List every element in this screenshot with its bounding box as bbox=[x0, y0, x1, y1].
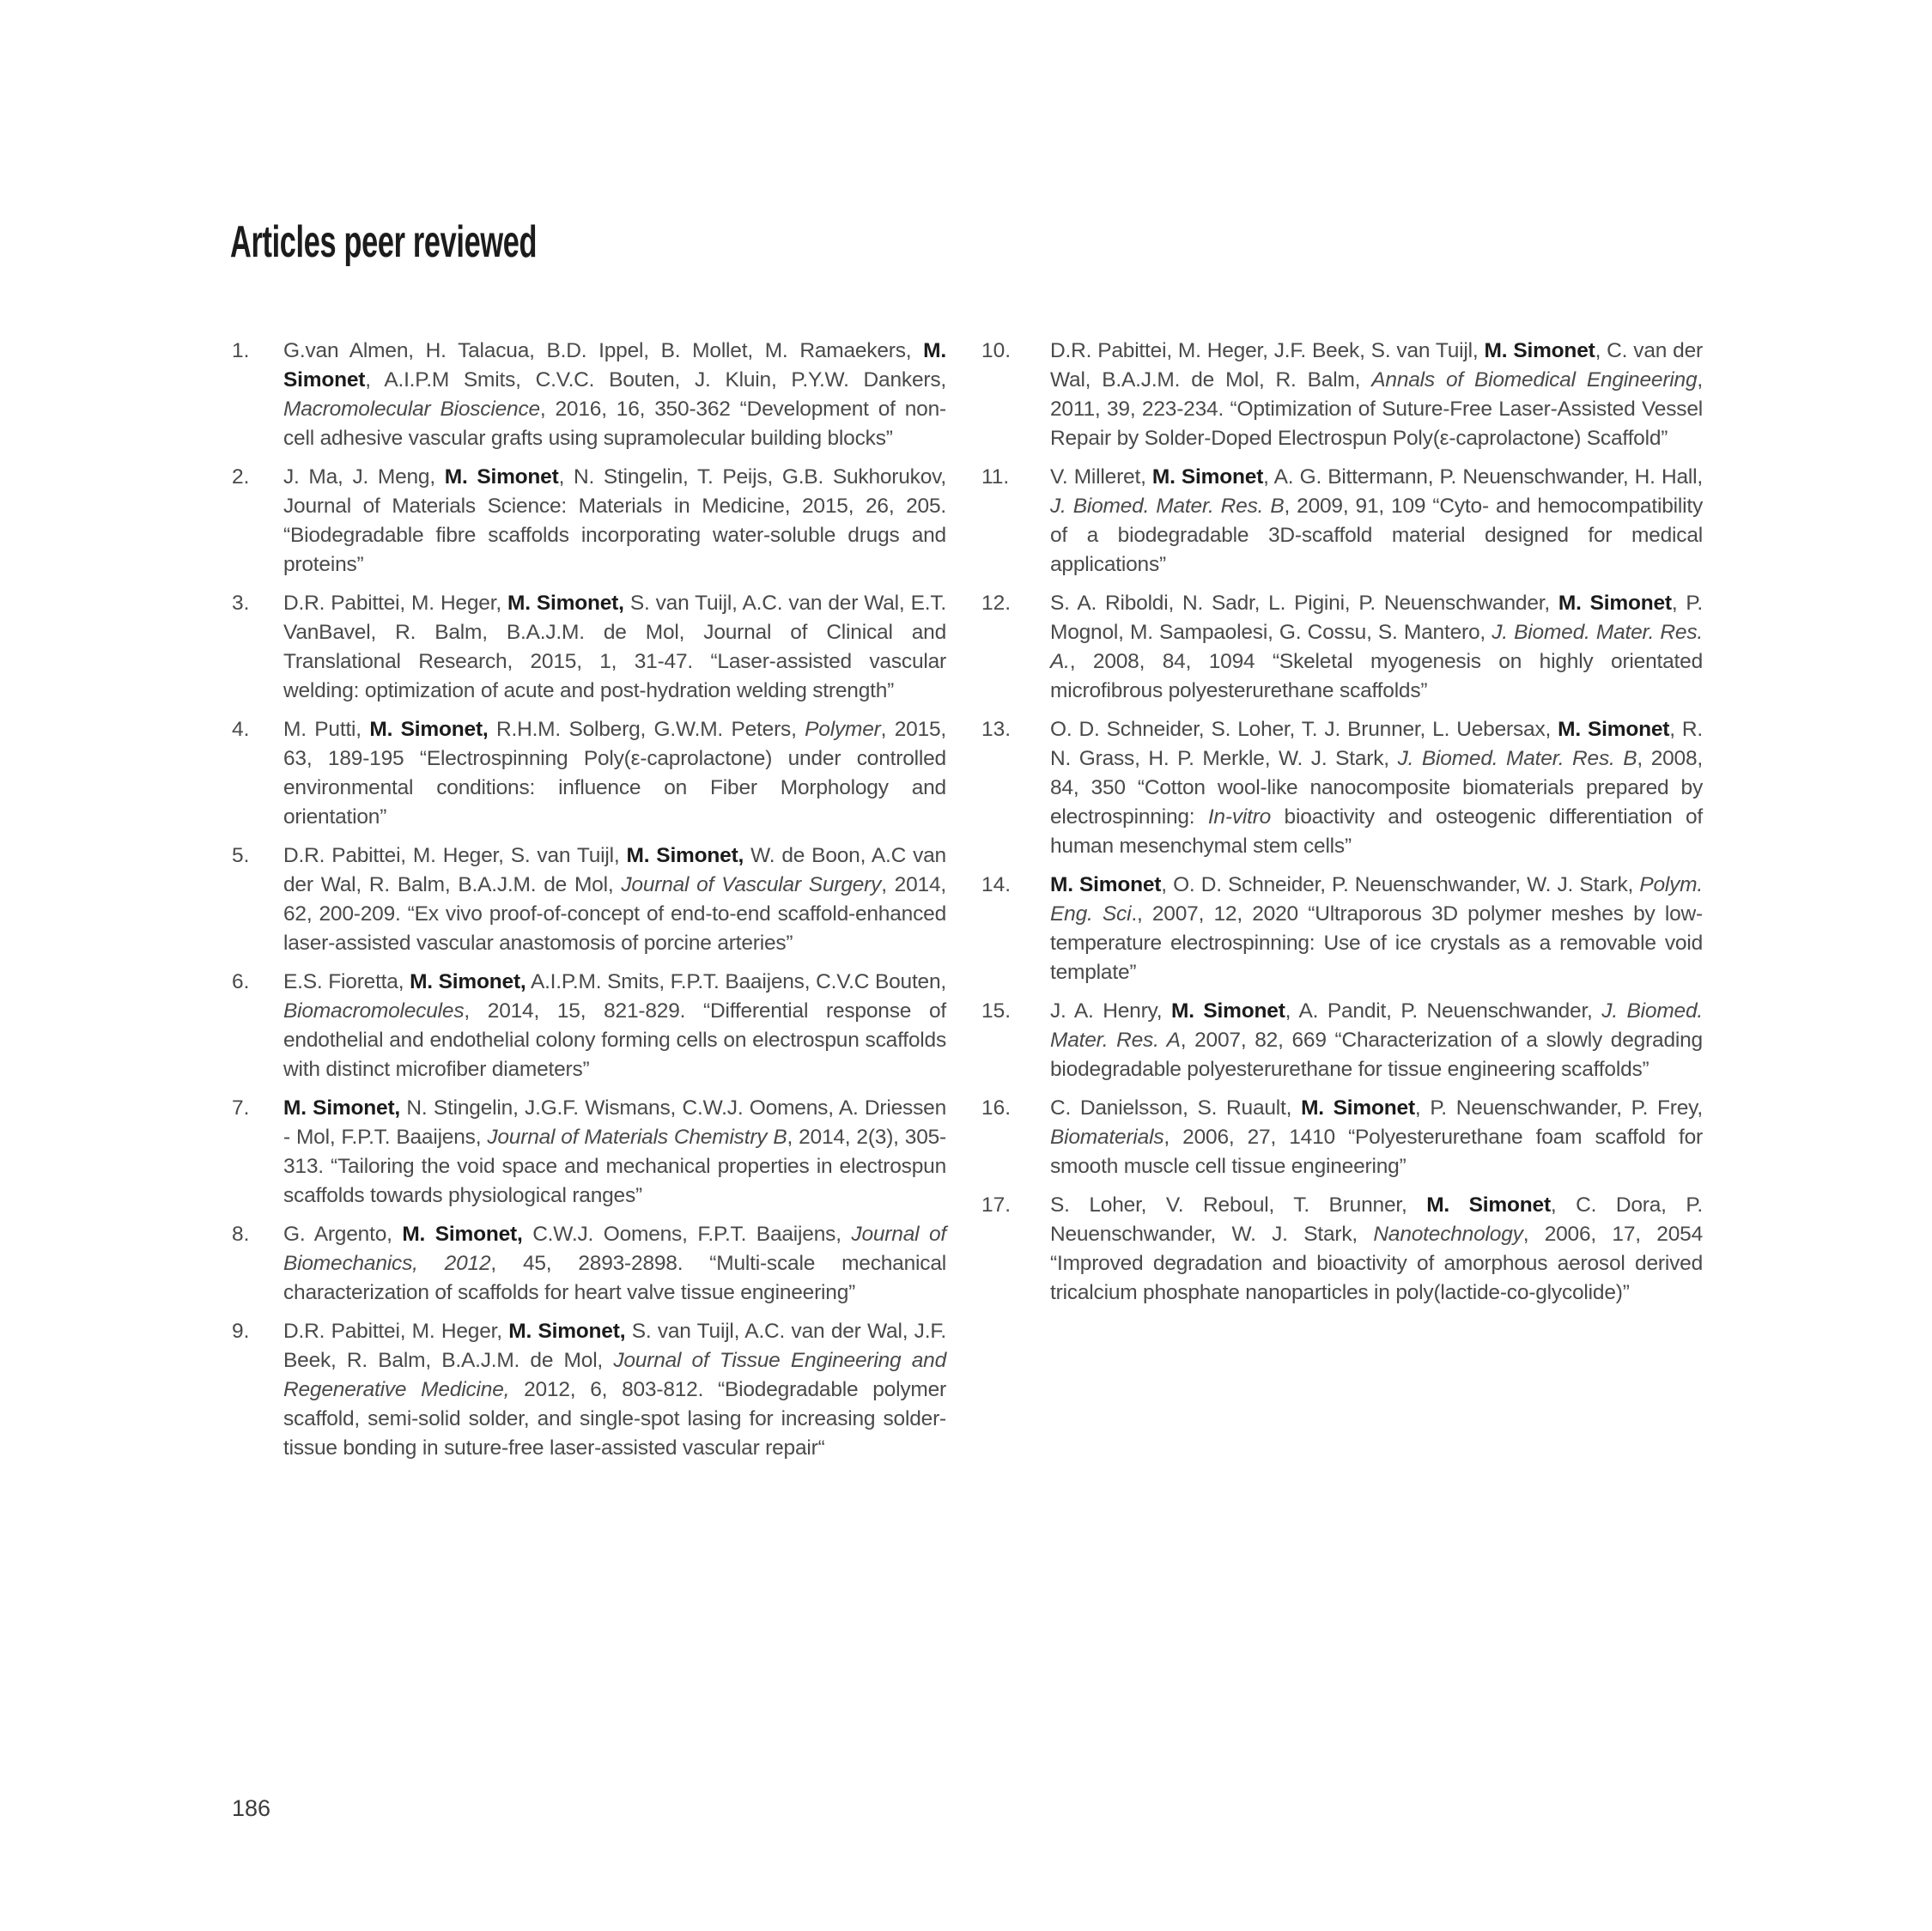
reference-text bbox=[283, 589, 946, 706]
reference-journal-italic: J. Biomed. Mater. Res. B bbox=[1050, 495, 1285, 518]
reference-item bbox=[981, 1094, 1703, 1181]
reference-text bbox=[1050, 589, 1703, 706]
reference-journal-italic: Journal of Materials Chemistry B bbox=[487, 1126, 787, 1149]
reference-text-segment: S. van Tuijl, A.C. van der Wal, E.T. VanBavel, R. Balm, B.A.J.M. de Mol, Journal of Clinical and Translational Research, 2015, 1, 31-47. “Laser-assisted vascular welding: optimization of acute and post-hydration welding strength” bbox=[283, 592, 947, 702]
reference-author-bold: M. Simonet, bbox=[369, 718, 489, 741]
reference-text-segment: S. A. Riboldi, N. Sadr, L. Pigini, P. Neuenschwander, bbox=[1050, 592, 1558, 615]
reference-author-bold: M. Simonet, bbox=[507, 592, 624, 615]
reference-author-bold: M. Simonet bbox=[444, 465, 559, 489]
reference-author-bold: M. Simonet bbox=[1558, 718, 1670, 741]
reference-item bbox=[981, 997, 1703, 1084]
reference-number: 12. bbox=[981, 592, 1012, 615]
reference-text bbox=[283, 968, 946, 1084]
reference-number: 14. bbox=[981, 873, 1012, 896]
reference-journal-italic: Biomacromolecules bbox=[283, 999, 465, 1023]
reference-text-segment: , 2014, 15, 821-829. “Differential response of endothelial and endothelial colony forming cells on electrospun scaffolds with distinct microfiber diameters” bbox=[283, 999, 946, 1081]
reference-text-segment: D.R. Pabittei, M. Heger, bbox=[283, 1320, 509, 1343]
reference-author-bold: M. Simonet bbox=[1301, 1096, 1415, 1120]
reference-text-segment: S. van Tuijl, A.C. van der Wal, J.F. Beek, R. Balm, B.A.J.M. de Mol, bbox=[283, 1320, 946, 1372]
reference-text-segment: , 2016, 16, 350-362 “Development of non-cell adhesive vascular grafts using supramolecular building blocks” bbox=[283, 398, 946, 450]
reference-journal-italic: Annals of Biomedical Engineering bbox=[1371, 368, 1698, 392]
reference-journal-italic: Polym. Eng. Sci bbox=[1050, 873, 1703, 926]
reference-item bbox=[232, 715, 946, 832]
reference-number: 3. bbox=[232, 592, 250, 615]
reference-item bbox=[232, 1220, 946, 1308]
reference-text-segment: , 2008, 84, 1094 “Skeletal myogenesis on highly orientated microfibrous polyesterurethane scaffolds” bbox=[1050, 650, 1703, 702]
reference-journal-italic: Journal of Tissue Engineering and Regenerative Medicine, bbox=[283, 1349, 946, 1401]
reference-text bbox=[283, 337, 946, 453]
reference-number: 10. bbox=[981, 339, 1012, 362]
reference-text-segment: , 2014, 2(3), 305-313. “Tailoring the void space and mechanical properties in electrospun scaffolds towards physiological ranges” bbox=[283, 1126, 947, 1207]
reference-journal-italic: J. Biomed. Mater. Res. A bbox=[1050, 999, 1703, 1052]
reference-item bbox=[232, 1317, 946, 1463]
reference-number: 6. bbox=[232, 970, 250, 993]
reference-text-segment: , 2006, 27, 1410 “Polyesterurethane foam scaffold for smooth muscle cell tissue engineering” bbox=[1050, 1126, 1703, 1178]
reference-item bbox=[232, 1094, 946, 1211]
references-column-right bbox=[981, 337, 1703, 1317]
reference-text-segment: , P. Mognol, M. Sampaolesi, G. Cossu, S. Mantero, bbox=[1050, 592, 1703, 644]
reference-text-segment: M. Putti, bbox=[283, 718, 370, 741]
reference-text-segment: , A.I.P.M Smits, C.V.C. Bouten, J. Kluin, P.Y.W. Dankers, bbox=[365, 368, 946, 392]
reference-number: 8. bbox=[232, 1223, 250, 1246]
reference-item bbox=[981, 871, 1703, 987]
reference-text-segment: , 45, 2893-2898. “Multi-scale mechanical characterization of scaffolds for heart valve tissue engineering” bbox=[283, 1252, 946, 1304]
reference-text-segment: V. Milleret, bbox=[1050, 465, 1152, 489]
reference-text-segment: D.R. Pabittei, M. Heger, bbox=[283, 592, 507, 615]
reference-text-segment: ., 2007, 12, 2020 “Ultraporous 3D polymer meshes by low-temperature electrospinning: Use of ice crystals as a removable void template” bbox=[1050, 902, 1703, 984]
reference-author-bold: M. Simonet bbox=[1151, 465, 1264, 489]
reference-text-segment: , A. Pandit, P. Neuenschwander, bbox=[1285, 999, 1602, 1023]
reference-text-segment: J. A. Henry, bbox=[1050, 999, 1171, 1023]
reference-text-segment: , C. Dora, P. Neuenschwander, W. J. Stark, bbox=[1050, 1193, 1704, 1246]
reference-item bbox=[981, 337, 1703, 453]
reference-text-segment: W. de Boon, A.C van der Wal, R. Balm, B.A.J.M. de Mol, bbox=[283, 844, 946, 896]
reference-text-segment: , C. van der Wal, B.A.J.M. de Mol, R. Balm, bbox=[1050, 339, 1703, 392]
reference-text bbox=[1050, 997, 1703, 1084]
reference-author-bold: M. Simonet bbox=[1558, 592, 1672, 615]
reference-item bbox=[232, 337, 946, 453]
reference-text-segment: , 2006, 17, 2054 “Improved degradation and bioactivity of amorphous aerosol derived tricalcium phosphate nanoparticles in poly(lactide-co-glycolide)” bbox=[1050, 1223, 1703, 1304]
reference-text-segment: , 2015, 63, 189-195 “Electrospinning Poly(ε-caprolactone) under controlled environmental conditions: influence on Fiber Morphology and orientation” bbox=[283, 718, 946, 829]
reference-journal-italic: Biomaterials bbox=[1050, 1126, 1164, 1149]
reference-text-segment: N. Stingelin, J.G.F. Wismans, C.W.J. Oomens, A. Driessen - Mol, F.P.T. Baaijens, bbox=[283, 1096, 947, 1149]
reference-author-bold: M. Simonet, bbox=[283, 1096, 401, 1120]
reference-item bbox=[981, 463, 1703, 580]
reference-text bbox=[283, 715, 946, 832]
reference-text-segment: , R. N. Grass, H. P. Merkle, W. J. Stark, bbox=[1050, 718, 1703, 770]
reference-number: 16. bbox=[981, 1096, 1012, 1120]
reference-text-segment: E.S. Fioretta, bbox=[283, 970, 410, 993]
reference-journal-italic: J. Biomed. Mater. Res. B bbox=[1397, 747, 1637, 770]
reference-number: 7. bbox=[232, 1096, 250, 1120]
reference-item bbox=[232, 968, 946, 1084]
reference-text bbox=[283, 1317, 946, 1463]
reference-author-bold: M. Simonet, bbox=[626, 844, 744, 867]
reference-author-bold: M. Simonet bbox=[1171, 999, 1285, 1023]
reference-author-bold: M. Simonet, bbox=[410, 970, 526, 993]
reference-number: 17. bbox=[981, 1193, 1012, 1217]
references-column-left bbox=[232, 337, 946, 1473]
reference-text-segment: 2012, 6, 803-812. “Biodegradable polymer scaffold, semi-solid solder, and single-spot lasing for increasing solder-tissue bonding in suture-free laser-assisted vascular repair“ bbox=[283, 1378, 946, 1460]
reference-text bbox=[1050, 871, 1703, 987]
reference-text bbox=[283, 1094, 946, 1211]
reference-item bbox=[232, 589, 946, 706]
reference-number: 1. bbox=[232, 339, 250, 362]
reference-journal-italic: Journal of Vascular Surgery bbox=[621, 873, 882, 896]
reference-text-segment: , 2008, 84, 350 “Cotton wool-like nanocomposite biomaterials prepared by electrospinning: bbox=[1050, 747, 1704, 829]
reference-text bbox=[1050, 463, 1703, 580]
reference-number: 9. bbox=[232, 1320, 250, 1343]
reference-author-bold: M. Simonet bbox=[283, 339, 946, 392]
reference-text-segment: O. D. Schneider, S. Loher, T. J. Brunner, L. Uebersax, bbox=[1050, 718, 1558, 741]
reference-text-segment: , P. Neuenschwander, P. Frey, bbox=[1414, 1096, 1703, 1120]
reference-journal-italic: Journal of Biomechanics, 2012 bbox=[283, 1223, 946, 1275]
reference-text bbox=[283, 463, 946, 580]
reference-number: 13. bbox=[981, 718, 1012, 741]
reference-journal-italic: Macromolecular Bioscience bbox=[283, 398, 540, 421]
reference-text-segment: , O. D. Schneider, P. Neuenschwander, W. J. Stark, bbox=[1161, 873, 1640, 896]
reference-author-bold: M. Simonet, bbox=[402, 1223, 523, 1246]
reference-text-segment: , 2009, 91, 109 “Cyto- and hemocompatibility of a biodegradable 3D-scaffold material designed for medical applications” bbox=[1050, 495, 1704, 576]
reference-author-bold: M. Simonet bbox=[1484, 339, 1595, 362]
reference-text-segment: C. Danielsson, S. Ruault, bbox=[1050, 1096, 1302, 1120]
reference-journal-italic: In-vitro bbox=[1207, 805, 1272, 829]
reference-journal-italic: Polymer bbox=[805, 718, 881, 741]
reference-text bbox=[1050, 715, 1703, 861]
reference-text-segment: R.H.M. Solberg, G.W.M. Peters, bbox=[488, 718, 805, 741]
reference-item bbox=[232, 841, 946, 958]
reference-number: 2. bbox=[232, 465, 250, 489]
reference-number: 11. bbox=[981, 465, 1010, 489]
reference-author-bold: M. Simonet bbox=[1426, 1193, 1551, 1217]
reference-journal-italic: J. Biomed. Mater. Res. A. bbox=[1050, 621, 1704, 673]
reference-journal-italic: Nanotechnology bbox=[1373, 1223, 1523, 1246]
reference-author-bold: M. Simonet bbox=[1050, 873, 1162, 896]
reference-text-segment: A.I.P.M. Smits, F.P.T. Baaijens, C.V.C Bouten, bbox=[526, 970, 947, 993]
reference-text-segment: S. Loher, V. Reboul, T. Brunner, bbox=[1050, 1193, 1427, 1217]
reference-text bbox=[1050, 1094, 1703, 1181]
reference-text-segment: G.van Almen, H. Talacua, B.D. Ippel, B. Mollet, M. Ramaekers, bbox=[283, 339, 924, 362]
reference-text-segment: J. Ma, J. Meng, bbox=[283, 465, 445, 489]
reference-item bbox=[981, 589, 1703, 706]
reference-text-segment: D.R. Pabittei, M. Heger, S. van Tuijl, bbox=[283, 844, 627, 867]
reference-item bbox=[232, 463, 946, 580]
reference-text-segment: , A. G. Bittermann, P. Neuenschwander, H. Hall, bbox=[1263, 465, 1704, 489]
reference-text-segment: C.W.J. Oomens, F.P.T. Baaijens, bbox=[522, 1223, 852, 1246]
reference-text-segment: bioactivity and osteogenic differentiation of human mesenchymal stem cells” bbox=[1050, 805, 1704, 858]
reference-text-segment: , N. Stingelin, T. Peijs, G.B. Sukhorukov, Journal of Materials Science: Materials in Medicine, 2015, 26, 205. “Biodegradable fibre scaffolds incorporating water-soluble drugs and proteins” bbox=[283, 465, 946, 576]
reference-text bbox=[1050, 337, 1703, 453]
page-number: 186 bbox=[232, 1795, 271, 1821]
reference-text bbox=[283, 841, 946, 958]
reference-text-segment: , 2014, 62, 200-209. “Ex vivo proof-of-concept of end-to-end scaffold-enhanced laser-assisted vascular anastomosis of porcine arteries” bbox=[283, 873, 946, 955]
reference-number: 4. bbox=[232, 718, 250, 741]
reference-text bbox=[1050, 1191, 1703, 1308]
reference-number: 5. bbox=[232, 844, 250, 867]
reference-item bbox=[981, 715, 1703, 861]
reference-item bbox=[981, 1191, 1703, 1308]
reference-text-segment: , 2011, 39, 223-234. “Optimization of Suture-Free Laser-Assisted Vessel Repair by Solder-Doped Electrospun Poly(ε-caprolactone) Scaffold” bbox=[1050, 368, 1703, 450]
reference-text-segment: , 2007, 82, 669 “Characterization of a slowly degrading biodegradable polyesterurethane for tissue engineering scaffolds” bbox=[1050, 1029, 1703, 1081]
reference-text-segment: D.R. Pabittei, M. Heger, J.F. Beek, S. van Tuijl, bbox=[1050, 339, 1485, 362]
reference-author-bold: M. Simonet, bbox=[508, 1320, 626, 1343]
page-title: Articles peer reviewed bbox=[230, 217, 538, 267]
reference-number: 15. bbox=[981, 999, 1012, 1023]
reference-text-segment: G. Argento, bbox=[283, 1223, 403, 1246]
reference-text bbox=[283, 1220, 946, 1308]
